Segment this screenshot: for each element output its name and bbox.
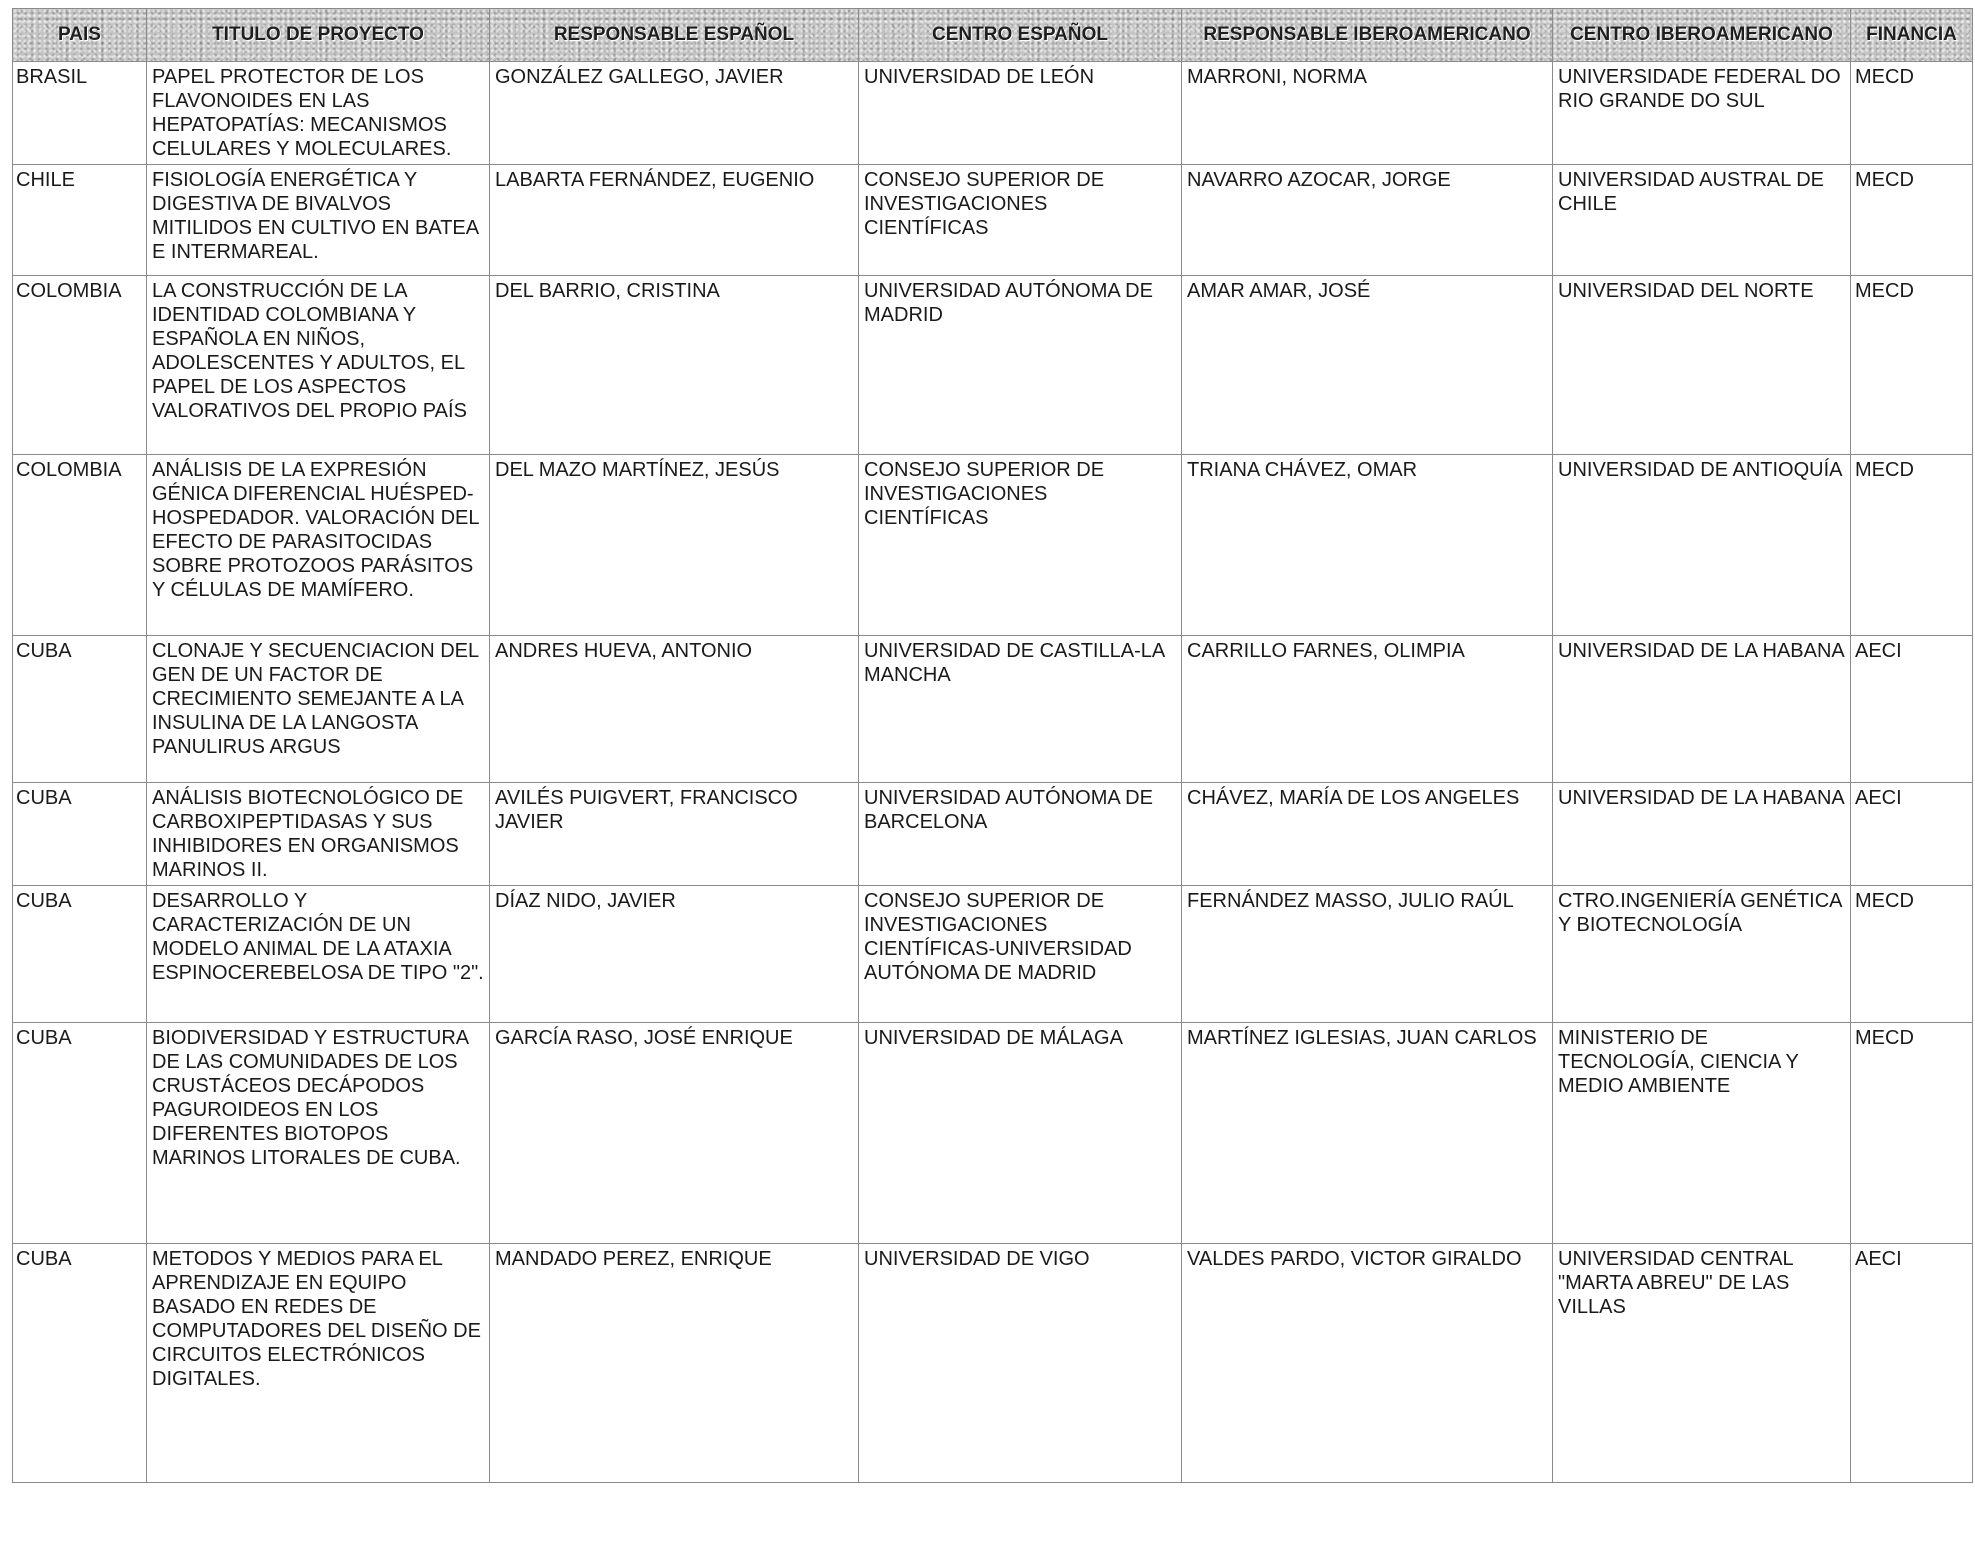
- cell-pais: CUBA: [13, 1244, 147, 1483]
- table-row: [13, 636, 1973, 783]
- cell-pais: CUBA: [13, 886, 147, 1023]
- cell-pais: CUBA: [13, 636, 147, 783]
- cell-responsable-espanol: AVILÉS PUIGVERT, FRANCISCO JAVIER: [490, 783, 859, 886]
- header-responsable-espanol: RESPONSABLE ESPAÑOL: [490, 9, 859, 62]
- cell-titulo: PAPEL PROTECTOR DE LOS FLAVONOIDES EN LAS HEPATOPATÍAS: MECANISMOS CELULARES Y MOLECULARES.: [147, 62, 490, 165]
- cell-centro-espanol: UNIVERSIDAD DE LEÓN: [859, 62, 1182, 165]
- cell-financia: MECD: [1851, 455, 1973, 636]
- table-row: [13, 1244, 1973, 1483]
- cell-responsable-iberoamericano: CHÁVEZ, MARÍA DE LOS ANGELES: [1182, 783, 1553, 886]
- cell-responsable-iberoamericano: CARRILLO FARNES, OLIMPIA: [1182, 636, 1553, 783]
- projects-table: [12, 8, 1973, 1483]
- header-pais: PAIS: [13, 9, 147, 62]
- cell-financia: AECI: [1851, 636, 1973, 783]
- cell-centro-espanol: CONSEJO SUPERIOR DE INVESTIGACIONES CIENTÍFICAS-UNIVERSIDAD AUTÓNOMA DE MADRID: [859, 886, 1182, 1023]
- cell-financia: MECD: [1851, 62, 1973, 165]
- cell-financia: MECD: [1851, 276, 1973, 455]
- cell-responsable-espanol: LABARTA FERNÁNDEZ, EUGENIO: [490, 165, 859, 276]
- cell-pais: CUBA: [13, 1023, 147, 1244]
- cell-responsable-iberoamericano: MARTÍNEZ IGLESIAS, JUAN CARLOS: [1182, 1023, 1553, 1244]
- cell-centro-espanol: UNIVERSIDAD DE CASTILLA-LA MANCHA: [859, 636, 1182, 783]
- cell-centro-iberoamericano: UNIVERSIDAD CENTRAL "MARTA ABREU" DE LAS VILLAS: [1553, 1244, 1851, 1483]
- cell-centro-iberoamericano: UNIVERSIDADE FEDERAL DO RIO GRANDE DO SUL: [1553, 62, 1851, 165]
- cell-centro-espanol: CONSEJO SUPERIOR DE INVESTIGACIONES CIENTÍFICAS: [859, 165, 1182, 276]
- cell-pais: COLOMBIA: [13, 276, 147, 455]
- cell-titulo: DESARROLLO Y CARACTERIZACIÓN DE UN MODELO ANIMAL DE LA ATAXIA ESPINOCEREBELOSA DE TIPO "2".: [147, 886, 490, 1023]
- cell-titulo: FISIOLOGÍA ENERGÉTICA Y DIGESTIVA DE BIVALVOS MITILIDOS EN CULTIVO EN BATEA E INTERMAREAL.: [147, 165, 490, 276]
- table-row: [13, 1023, 1973, 1244]
- cell-responsable-iberoamericano: FERNÁNDEZ MASSO, JULIO RAÚL: [1182, 886, 1553, 1023]
- cell-responsable-espanol: ANDRES HUEVA, ANTONIO: [490, 636, 859, 783]
- cell-responsable-espanol: GONZÁLEZ GALLEGO, JAVIER: [490, 62, 859, 165]
- cell-responsable-iberoamericano: MARRONI, NORMA: [1182, 62, 1553, 165]
- cell-responsable-iberoamericano: TRIANA CHÁVEZ, OMAR: [1182, 455, 1553, 636]
- cell-titulo: ANÁLISIS DE LA EXPRESIÓN GÉNICA DIFERENCIAL HUÉSPED-HOSPEDADOR. VALORACIÓN DEL EFECTO DE PARASITOCIDAS SOBRE PROTOZOOS PARÁSITOS Y CÉLULAS DE MAMÍFERO.: [147, 455, 490, 636]
- cell-centro-iberoamericano: UNIVERSIDAD DEL NORTE: [1553, 276, 1851, 455]
- cell-financia: AECI: [1851, 1244, 1973, 1483]
- header-responsable-iberoamericano: RESPONSABLE IBEROAMERICANO: [1182, 9, 1553, 62]
- cell-pais: CUBA: [13, 783, 147, 886]
- cell-centro-iberoamericano: MINISTERIO DE TECNOLOGÍA, CIENCIA Y MEDIO AMBIENTE: [1553, 1023, 1851, 1244]
- cell-centro-iberoamericano: CTRO.INGENIERÍA GENÉTICA Y BIOTECNOLOGÍA: [1553, 886, 1851, 1023]
- table-row: [13, 455, 1973, 636]
- cell-titulo: CLONAJE Y SECUENCIACION DEL GEN DE UN FACTOR DE CRECIMIENTO SEMEJANTE A LA INSULINA DE LA LANGOSTA PANULIRUS ARGUS: [147, 636, 490, 783]
- header-row: [13, 9, 1973, 62]
- cell-pais: CHILE: [13, 165, 147, 276]
- cell-centro-iberoamericano: UNIVERSIDAD AUSTRAL DE CHILE: [1553, 165, 1851, 276]
- cell-centro-iberoamericano: UNIVERSIDAD DE LA HABANA: [1553, 636, 1851, 783]
- cell-pais: BRASIL: [13, 62, 147, 165]
- cell-centro-espanol: UNIVERSIDAD DE MÁLAGA: [859, 1023, 1182, 1244]
- cell-financia: AECI: [1851, 783, 1973, 886]
- cell-responsable-iberoamericano: AMAR AMAR, JOSÉ: [1182, 276, 1553, 455]
- cell-centro-espanol: CONSEJO SUPERIOR DE INVESTIGACIONES CIENTÍFICAS: [859, 455, 1182, 636]
- cell-titulo: LA CONSTRUCCIÓN DE LA IDENTIDAD COLOMBIANA Y ESPAÑOLA EN NIÑOS, ADOLESCENTES Y ADULTOS, EL PAPEL DE LOS ASPECTOS VALORATIVOS DEL PROPIO PAÍS: [147, 276, 490, 455]
- cell-responsable-iberoamericano: VALDES PARDO, VICTOR GIRALDO: [1182, 1244, 1553, 1483]
- table-row: [13, 165, 1973, 276]
- cell-responsable-espanol: GARCÍA RASO, JOSÉ ENRIQUE: [490, 1023, 859, 1244]
- cell-titulo: ANÁLISIS BIOTECNOLÓGICO DE CARBOXIPEPTIDASAS Y SUS INHIBIDORES EN ORGANISMOS MARINOS II.: [147, 783, 490, 886]
- cell-financia: MECD: [1851, 165, 1973, 276]
- table-row: [13, 276, 1973, 455]
- cell-financia: MECD: [1851, 1023, 1973, 1244]
- header-financia: FINANCIA: [1851, 9, 1973, 62]
- cell-titulo: BIODIVERSIDAD Y ESTRUCTURA DE LAS COMUNIDADES DE LOS CRUSTÁCEOS DECÁPODOS PAGUROIDEOS EN LOS DIFERENTES BIOTOPOS MARINOS LITORALES DE CUBA.: [147, 1023, 490, 1244]
- table-row: [13, 886, 1973, 1023]
- header-centro-espanol: CENTRO ESPAÑOL: [859, 9, 1182, 62]
- table-row: [13, 783, 1973, 886]
- cell-centro-iberoamericano: UNIVERSIDAD DE LA HABANA: [1553, 783, 1851, 886]
- cell-centro-espanol: UNIVERSIDAD AUTÓNOMA DE MADRID: [859, 276, 1182, 455]
- cell-responsable-espanol: DEL MAZO MARTÍNEZ, JESÚS: [490, 455, 859, 636]
- cell-titulo: METODOS Y MEDIOS PARA EL APRENDIZAJE EN EQUIPO BASADO EN REDES DE COMPUTADORES DEL DISEÑO DE CIRCUITOS ELECTRÓNICOS DIGITALES.: [147, 1244, 490, 1483]
- table-row: [13, 62, 1973, 165]
- cell-responsable-espanol: DEL BARRIO, CRISTINA: [490, 276, 859, 455]
- cell-financia: MECD: [1851, 886, 1973, 1023]
- cell-centro-espanol: UNIVERSIDAD AUTÓNOMA DE BARCELONA: [859, 783, 1182, 886]
- cell-responsable-iberoamericano: NAVARRO AZOCAR, JORGE: [1182, 165, 1553, 276]
- cell-responsable-espanol: MANDADO PEREZ, ENRIQUE: [490, 1244, 859, 1483]
- header-titulo: TITULO DE PROYECTO: [147, 9, 490, 62]
- cell-centro-espanol: UNIVERSIDAD DE VIGO: [859, 1244, 1182, 1483]
- cell-responsable-espanol: DÍAZ NIDO, JAVIER: [490, 886, 859, 1023]
- cell-centro-iberoamericano: UNIVERSIDAD DE ANTIOQUÍA: [1553, 455, 1851, 636]
- cell-pais: COLOMBIA: [13, 455, 147, 636]
- header-centro-iberoamericano: CENTRO IBEROAMERICANO: [1553, 9, 1851, 62]
